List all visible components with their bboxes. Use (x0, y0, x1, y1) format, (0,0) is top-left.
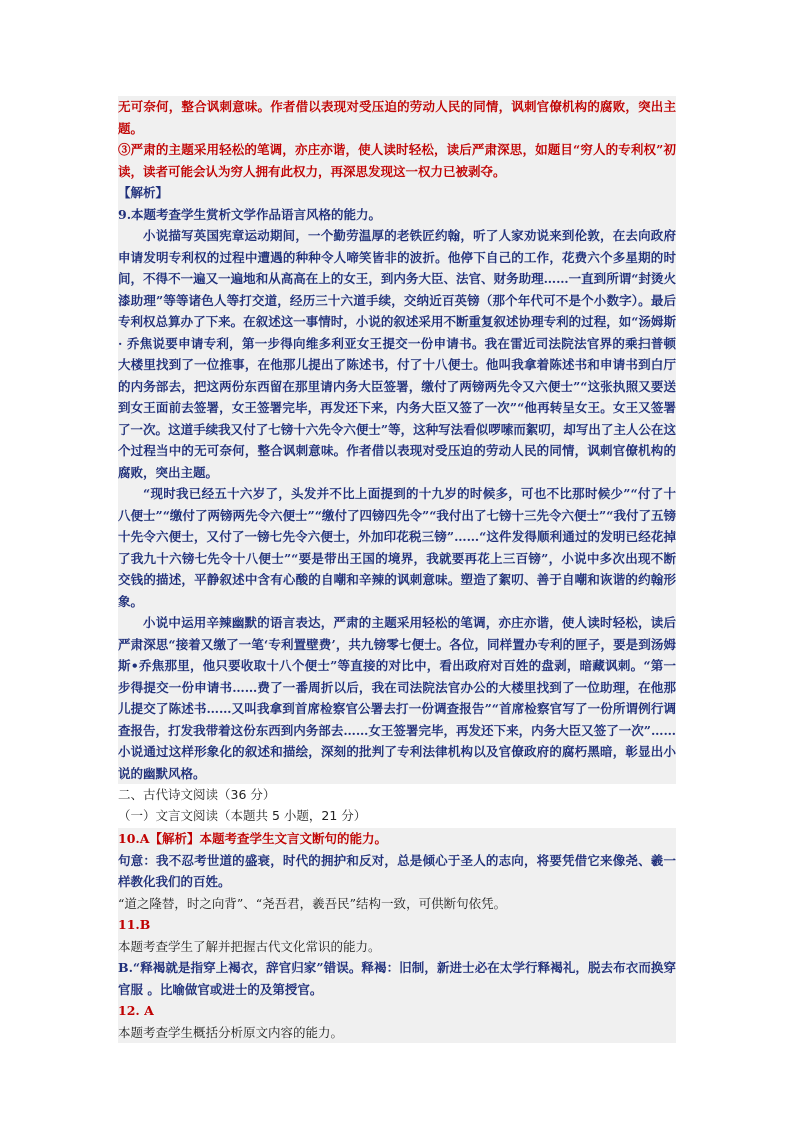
analysis-heading: 【解析】 (118, 182, 676, 204)
document-body (118, 96, 676, 1043)
answer-point-3: ③严肃的主题采用轻松的笔调，亦庄亦谐，使人读时轻松，读后严肃深思，如题目“穷人的专利权”初读，读者可能会认为穷人拥有此权力，再深思发现这一权力已被剥夺。 (118, 139, 676, 182)
question-12-answer: 12. A (118, 1000, 676, 1022)
section-heading-classical: 二、古代诗文阅读（36 分） (118, 787, 276, 802)
question-11-explanation: B.“释褐就是指穿上褐衣，辞官归家”错误。释褐：旧制，新进士必在太学行释褐礼，脱去布衣而换穿官服 。比喻做官或进士的及第授官。 (118, 957, 676, 1000)
question-11-heading: 本题考查学生了解并把握古代文化常识的能力。 (118, 936, 676, 958)
analysis-paragraph-3: 小说中运用辛辣幽默的语言表达，严肃的主题采用轻松的笔调，亦庄亦谐，使人读时轻松，读后严肃深思“接着又缴了一笔‘专利置壁费’，共九镑零七便士。各位，同样置办专利的匣子，要是到汤姆斯•乔焦那里，他只要收取十八个便士”等直接的对比中，看出政府对百姓的盘剥，暗藏讽刺。“第一步得提交一份申请书……费了一番周折以后，我在司法院法官办公的大楼里找到了一位助理，在他那儿提交了陈述书……又叫我拿到首席检察官公署去打一份调查报告”“首席检察官写了一份所谓例行调查报告，打发我带着这份东西到内务部去……女王签署完毕，再发还下来，内务大臣又签了一次”……小说通过这样形象化的叙述和描绘，深刻的批判了专利法律机构以及官僚政府的腐朽黑暗，彰显出小说的幽默风格。 (118, 612, 676, 784)
answer-paragraph-1: 无可奈何，整合讽刺意味。作者借以表现对受压迫的劳动人民的同情，讽刺官僚机构的腐败，突出主题。 (118, 96, 676, 139)
question-11-answer: 11.B (118, 914, 676, 936)
question-10-answer: 10.A【解析】本题考查学生文言文断句的能力。 (118, 828, 676, 850)
question-10-reasoning: “道之隆替，时之向背”、“尧吾君，羲吾民”结构一致，可供断句依凭。 (118, 893, 676, 915)
question-9-heading: 9.本题考查学生赏析文学作品语言风格的能力。 (118, 204, 676, 226)
question-12-heading: 本题考查学生概括分析原文内容的能力。 (118, 1022, 676, 1044)
analysis-paragraph-1: 小说描写英国宪章运动期间，一个勤劳温厚的老铁匠约翰，听了人家劝说来到伦敦，在去向政府申请发明专利权的过程中遭遇的种种令人啼笑皆非的波折。他停下自己的工作，花费六个多星期的时间，不得不一遍又一遍地和从高高在上的女王，到内务大臣、法官、财务助理……一直到所谓“封烫火漆助理”等等诸色人等打交道，经历三十六道手续，交纳近百英镑（那个年代可不是个小数字）。最后专利权总算办了下来。在叙述这一事情时，小说的叙述采用不断重复叙述协理专利的过程，如“汤姆斯 · 乔焦说要申请专利，第一步得向维多利亚女王提交一份申请书。我在雷近司法院法官界的乘扫普顿大楼里找到了一位推事，在他那儿提出了陈述书，付了十八便士。他叫我拿着陈述书和申请书到白厅的内务部去，把这两份东西留在那里请内务大臣签署，缴付了两镑两先令又六便士”“这张执照又要送到女王面前去签署，女王签署完毕，再发还下来，内务大臣又签了一次”“他再转呈女王。女王又签署了一次。这道手续我又付了七镑十六先令六便士”等，这种写法看似啰嗦而絮叨，却写出了主人公在这个过程当中的无可奈何，整合讽刺意味。作者借以表现对受压迫的劳动人民的同情，讽刺官僚机构的腐败，突出主题。 (118, 225, 676, 483)
question-10-translation: 句意：我不忍考世道的盛衰，时代的拥护和反对，总是倾心于圣人的志向，将要凭借它来像尧、羲一样教化我们的百姓。 (118, 850, 676, 893)
analysis-paragraph-2: “现时我已经五十六岁了，头发并不比上面提到的十九岁的时候多，可也不比那时候少”“付了十八便士”“缴付了两镑两先令六便士”“缴付了四镑四先令”“我付出了七镑十三先令六便士”“我付了五镑十先令六便士，又付了一镑七先令六便士，外加印花税三镑”……“这件发得顺利通过的发明已经花掉了我九十六镑七先令十八便士”“要是带出王国的境界，我就要再花上三百镑”，小说中多次出现不断交钱的描述，平静叙述中含有心酸的自嘲和辛辣的讽刺意味。塑造了絮叨、善于自嘲和诙谐的约翰形象。 (118, 483, 676, 612)
subsection-heading-classical-prose: （一）文言文阅读（本题共 5 小题，21 分） (118, 808, 367, 823)
